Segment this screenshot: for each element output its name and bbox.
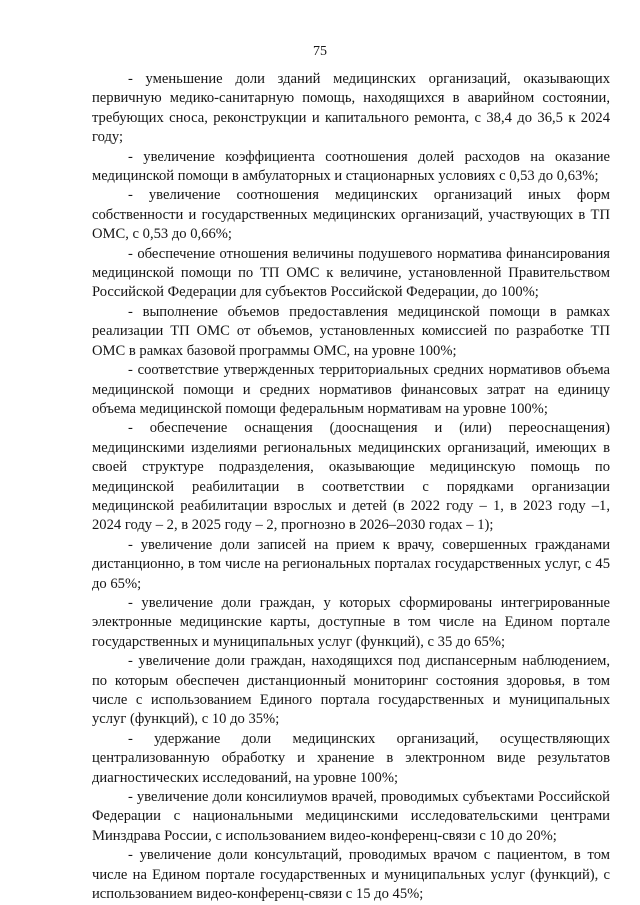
page-number: 75: [313, 44, 327, 59]
paragraph: - увеличение доли граждан, у которых сформированы интегрированные электронные медицинские карты, доступные в том числе на Едином портале государственных и муниципальных услуг (функций), с 35 до 65%;: [92, 594, 610, 650]
paragraph: - увеличение доли консультаций, проводимых врачом с пациентом, в том числе на Едином портале государственных и муниципальных услуг (функций), с использованием видео-конференц-связи с 15 до 45%;: [92, 847, 610, 903]
paragraph: - удержание доли медицинских организаций, осуществляющих централизованную обработку и хранение в электронном виде результатов диагностических исследований, на уровне 100%;: [92, 730, 610, 786]
paragraph: - уменьшение доли зданий медицинских организаций, оказывающих первичную медико-санитарную помощь, находящихся в аварийном состоянии, требующих сноса, реконструкции и капитального ремонта, с 38,4 до 36,5 к 2024 году;: [92, 71, 610, 146]
paragraph: - увеличение коэффициента соотношения долей расходов на оказание медицинской помощи в амбулаторных и стационарных условиях с 0,53 до 0,63%;: [92, 148, 610, 185]
paragraph: - обеспечение отношения величины подушевого норматива финансирования медицинской помощи по ТП ОМС к величине, установленной Правительством Российской Федерации для субъектов Российской Федерации, до 100%;: [92, 245, 610, 301]
paragraph: - обеспечение оснащения (дооснащения и (или) переоснащения) медицинскими изделиями региональных медицинских организаций, имеющих в своей структуре подразделения, оказывающие медицинскую помощь по медицинской реабилитации в соответствии с порядками организации медицинской реабилитации взрослых и детей (в 2022 году – 1, в 2023 году –1, 2024 году – 2, в 2025 году – 2, прогнозно в 2026–2030 годах – 1);: [92, 420, 610, 534]
paragraph: - увеличение доли консилиумов врачей, проводимых субъектами Российской Федерации с национальными медицинскими исследовательскими центрами Минздрава России, с использованием видео-конференц-связи с 10 до 20%;: [92, 789, 610, 844]
body-text: [92, 70, 610, 904]
paragraph: - соответствие утвержденных территориальных средних нормативов объема медицинской помощи и средних нормативов финансовых затрат на единицу объема медицинской помощи федеральным нормативам на уровне 100%;: [92, 362, 610, 417]
paragraph: - выполнение объемов предоставления медицинской помощи в рамках реализации ТП ОМС от объемов, установленных комиссией по разработке ТП ОМС в рамках базовой программы ОМС, на уровне 100%;: [92, 303, 610, 359]
paragraph: - увеличение соотношения медицинских организаций иных форм собственности и государственных медицинских организаций, участвующих в ТП ОМС, с 0,53 до 0,66%;: [92, 187, 610, 243]
paragraph: - увеличение доли граждан, находящихся под диспансерным наблюдением, по которым обеспечен дистанционный мониторинг состояния здоровья, в том числе с использованием Единого портала государственных и муниципальных услуг (функций), с 10 до 35%;: [92, 653, 610, 728]
paragraph: - увеличение доли записей на прием к врачу, совершенных гражданами дистанционно, в том числе на региональных порталах государственных услуг, с 45 до 65%;: [92, 536, 610, 592]
